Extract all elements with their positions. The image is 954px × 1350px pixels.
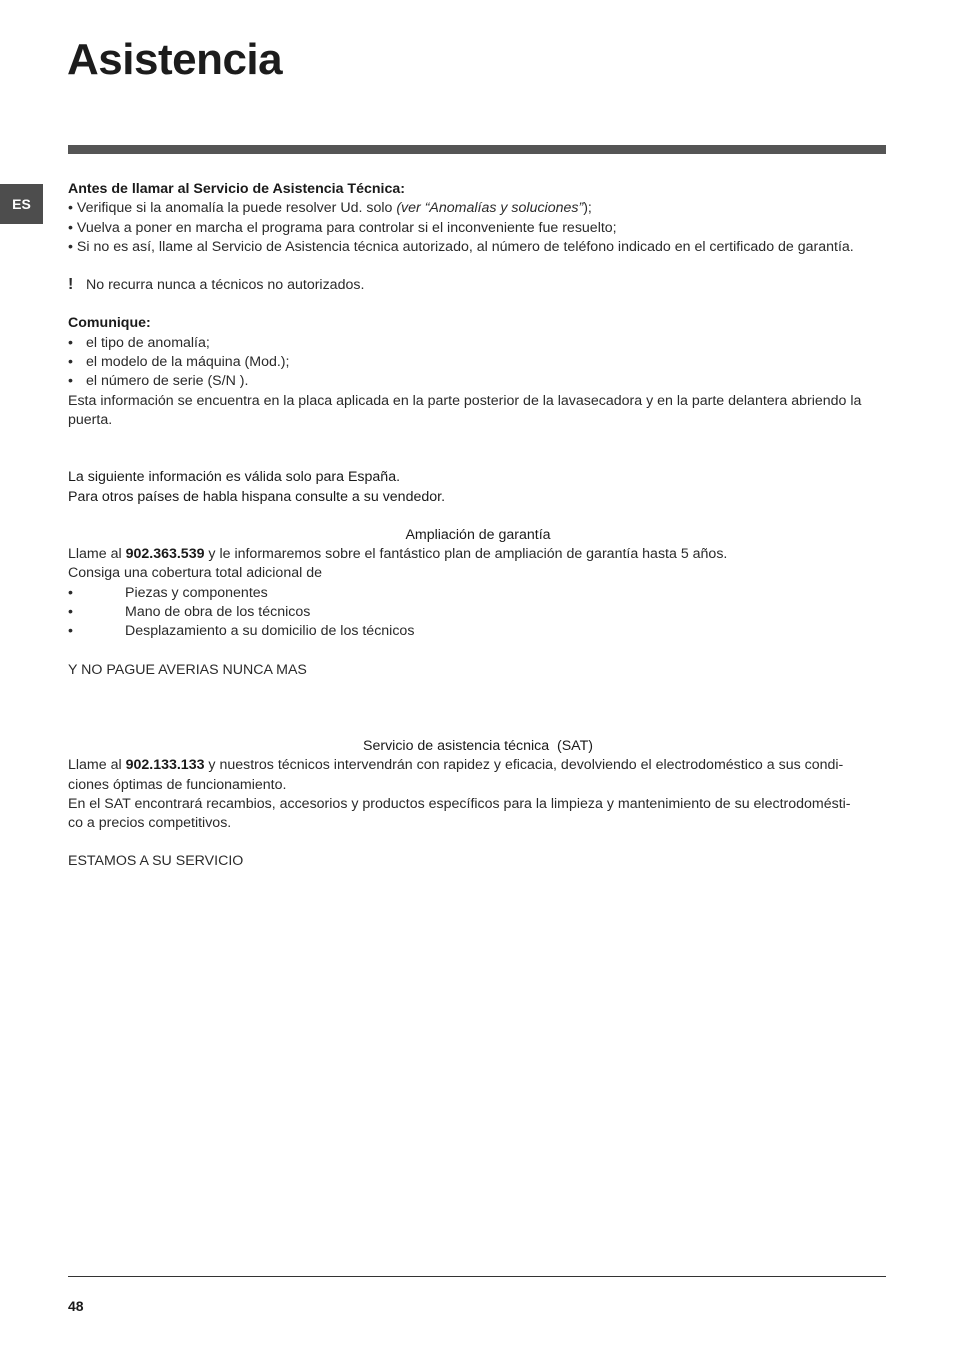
warranty-call-suffix: y le informaremos sobre el fantástico plan de ampliación de garantía hasta 5 años. [204, 546, 728, 563]
list-item [68, 372, 888, 391]
communicate-item-2: el modelo de la máquina (Mod.); [86, 354, 290, 371]
communicate-note: Esta información se encuentra en la placa aplicada en la parte posterior de la lavasecadora y en la parte delantera abriendo la puerta. [68, 392, 862, 428]
sat-parts-a: En el SAT encontrará recambios, accesorios y productos específicos para la limpieza y mantenimiento de su electrodomésti- [68, 795, 851, 812]
list-item [68, 622, 888, 641]
warning-text: No recurra nunca a técnicos no autorizados. [86, 277, 365, 294]
before-call-item-1-text: Verifique si la anomalía la puede resolver Ud. solo [76, 200, 397, 217]
sat-call-prefix: Llame al [68, 757, 126, 774]
warranty-item-1: Piezas y componentes [125, 584, 268, 601]
communicate-heading: Comunique: [68, 315, 151, 332]
list-item [68, 603, 888, 622]
before-call-item-1-ref: (ver “Anomalías y soluciones” [396, 200, 584, 217]
list-item [68, 334, 888, 353]
spain-notice-line-2: Para otros países de habla hispana consulte a su vendedor. [68, 488, 446, 505]
sat-heading: Servicio de asistencia técnica (SAT) [363, 737, 593, 754]
bullet: • [68, 373, 73, 390]
warranty-item-2: Mano de obra de los técnicos [125, 604, 311, 621]
warranty-slogan: Y NO PAGUE AVERIAS NUNCA MAS [68, 661, 307, 678]
list-item [68, 353, 888, 372]
warranty-phone: 902.363.539 [125, 546, 205, 563]
sat-call [68, 756, 888, 775]
sat-call-suffix-a: y nuestros técnicos intervendrán con rapidez y eficacia, devolviendo el electrodoméstico a sus condi- [204, 757, 844, 774]
warning-icon: ! [68, 276, 74, 294]
list-item [68, 584, 888, 603]
warning-note [68, 276, 888, 295]
bullet: • [68, 604, 73, 621]
page-number: 48 [68, 1298, 84, 1314]
before-call-item-2: Vuelva a poner en marcha el programa para controlar si el inconveniente fue resuelto; [76, 219, 617, 236]
bullet: • [68, 334, 73, 351]
sat-slogan: ESTAMOS A SU SERVICIO [68, 853, 244, 870]
before-call-item [68, 219, 888, 238]
language-tab: ES [0, 184, 43, 224]
warranty-heading: Ampliación de garantía [405, 526, 551, 543]
bullet: • [68, 584, 73, 601]
communicate-item-1: el tipo de anomalía; [86, 334, 210, 351]
sat-call-suffix-b: ciones óptimas de funcionamiento. [68, 776, 287, 793]
before-call-item [68, 238, 888, 257]
before-call-heading: Antes de llamar al Servicio de Asistencia Técnica: [68, 181, 405, 197]
warranty-coverage: Consiga una cobertura total adicional de [68, 565, 322, 582]
bullet: • [68, 238, 73, 255]
footer-rule [68, 1276, 886, 1277]
warranty-call [68, 545, 888, 564]
bullet: • [68, 354, 73, 371]
before-call-item [68, 199, 888, 218]
bullet: • [68, 623, 73, 640]
warranty-call-prefix: Llame al [68, 546, 126, 563]
main-content [68, 180, 888, 872]
header-rule [68, 145, 886, 154]
bullet: • [68, 219, 73, 236]
bullet: • [68, 200, 73, 217]
communicate-item-3: el número de serie (S/N ). [86, 373, 249, 390]
warranty-item-3: Desplazamiento a su domicilio de los técnicos [125, 623, 415, 640]
sat-parts-b: co a precios competitivos. [68, 815, 232, 832]
before-call-item-3: Si no es así, llame al Servicio de Asistencia técnica autorizado, al número de teléfono indicado en el certificado de garantía. [76, 238, 854, 255]
sat-phone: 902.133.133 [125, 757, 205, 774]
before-call-item-1-end: ); [583, 200, 592, 217]
page-title: Asistencia [67, 35, 283, 84]
spain-notice-line-1: La siguiente información es válida solo para España. [68, 469, 401, 486]
